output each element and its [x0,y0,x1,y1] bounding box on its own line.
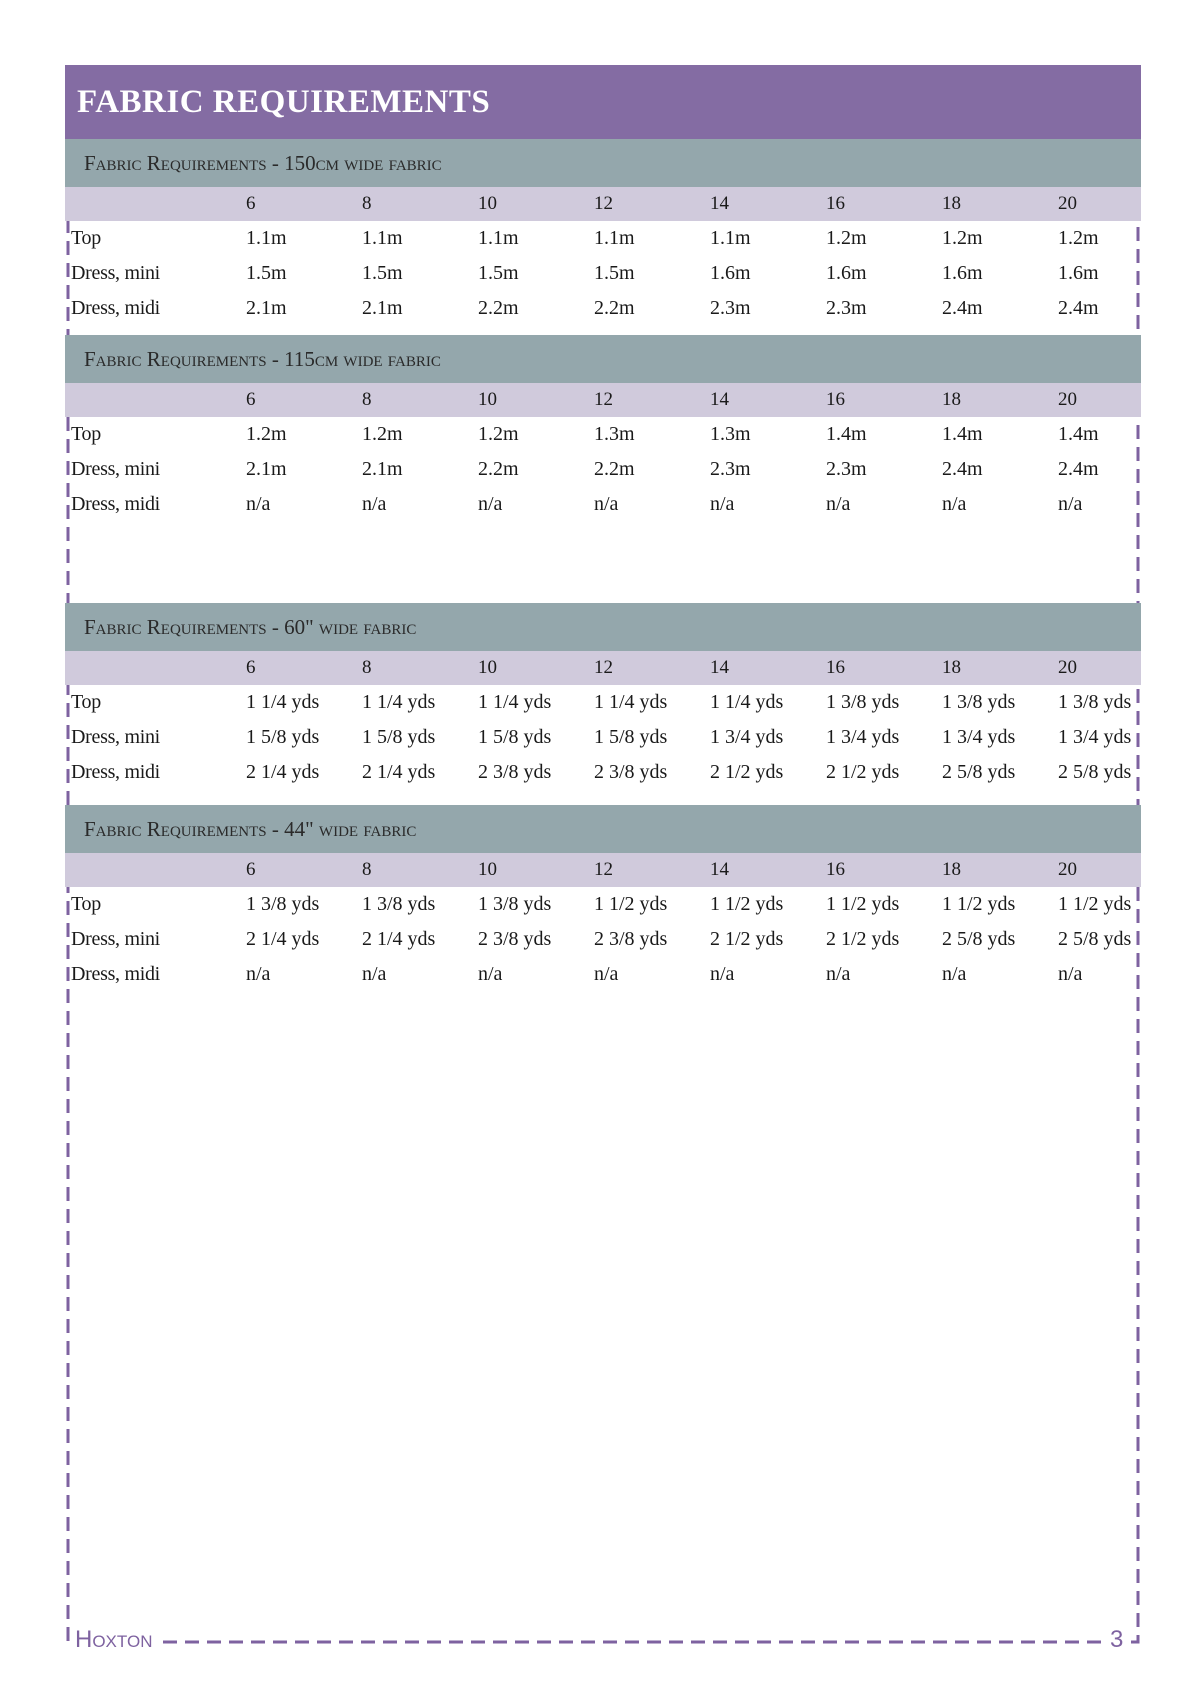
table-cell: 1 1/4 yds [362,691,436,713]
size-label: 14 [710,657,729,678]
size-label: 16 [826,193,845,214]
table-cell: n/a [826,963,851,985]
table-cell: 2 1/4 yds [362,761,436,783]
page-title: FABRIC REQUIREMENTS [65,65,1141,139]
table-cell: 2.2m [594,458,635,480]
table-cell: 2.4m [942,297,983,319]
table-cell: 1.5m [594,262,635,284]
table-cell: 2.3m [710,458,751,480]
table-cell: 2 5/8 yds [1058,928,1132,950]
row-label: Dress, midi [71,761,160,783]
table-cell: 1 3/8 yds [478,893,552,915]
table-row [65,452,1141,487]
table-cell: 2 3/8 yds [594,928,668,950]
size-label: 6 [246,657,256,678]
size-label: 20 [1058,859,1077,880]
table-cell: 1 5/8 yds [594,726,668,748]
size-label: 16 [826,859,845,880]
table-cell: 2.1m [362,458,403,480]
table-row [65,887,1141,922]
row-label: Dress, mini [71,262,160,284]
table-cell: 2 1/4 yds [246,761,320,783]
table-cell: 1 3/8 yds [942,691,1016,713]
table-cell: 1.1m [710,227,751,249]
section-title: Fabric Requirements - 150cm wide fabric [65,139,1141,187]
table-cell: 1.6m [1058,262,1099,284]
table-cell: 1 5/8 yds [362,726,436,748]
table-cell: 2 1/4 yds [362,928,436,950]
table-cell: 2 3/8 yds [478,761,552,783]
table-cell: 2.2m [594,297,635,319]
table-cell: 1.4m [1058,423,1099,445]
size-label: 16 [826,657,845,678]
table-cell: 1 1/2 yds [826,893,900,915]
size-label: 14 [710,193,729,214]
size-header-row [65,651,1141,685]
table-row [65,256,1141,291]
table-row [65,957,1141,992]
table-cell: 2 1/2 yds [826,761,900,783]
table-cell: 1.3m [594,423,635,445]
table-cell: 2 5/8 yds [942,928,1016,950]
size-label: 6 [246,859,256,880]
size-label: 10 [478,859,497,880]
row-label: Top [71,227,101,249]
table-cell: 1.2m [942,227,983,249]
section-title: Fabric Requirements - 115cm wide fabric [65,335,1141,383]
fabric-table-150cm [65,139,1141,326]
table-cell: 1.5m [246,262,287,284]
table-cell: 2 1/2 yds [826,928,900,950]
table-cell: n/a [710,963,735,985]
table-cell: 1 5/8 yds [246,726,320,748]
table-cell: n/a [594,963,619,985]
table-cell: 1.4m [942,423,983,445]
table-cell: n/a [478,493,503,515]
size-label: 20 [1058,193,1077,214]
table-cell: 2.1m [362,297,403,319]
size-label: 8 [362,657,372,678]
row-label: Dress, midi [71,493,160,515]
size-label: 18 [942,389,961,410]
table-cell: 2 1/2 yds [710,928,784,950]
row-label: Top [71,423,101,445]
table-cell: 1 1/4 yds [478,691,552,713]
row-label: Top [71,893,101,915]
page-number: 3 [1106,1625,1127,1655]
table-cell: 1 3/4 yds [942,726,1016,748]
table-cell: 1 3/8 yds [1058,691,1132,713]
section-title: Fabric Requirements - 60" wide fabric [65,603,1141,651]
table-cell: 1.6m [942,262,983,284]
table-cell: 1 1/2 yds [710,893,784,915]
table-cell: 1.1m [594,227,635,249]
size-label: 12 [594,389,613,410]
table-cell: 1 3/4 yds [710,726,784,748]
table-cell: 1.3m [710,423,751,445]
size-label: 10 [478,193,497,214]
table-cell: 1 5/8 yds [478,726,552,748]
size-label: 18 [942,657,961,678]
table-cell: 2 5/8 yds [1058,761,1132,783]
table-cell: 2.4m [1058,297,1099,319]
row-label: Dress, mini [71,928,160,950]
table-cell: 1.5m [478,262,519,284]
size-label: 12 [594,657,613,678]
table-cell: n/a [246,493,271,515]
table-cell: 1.2m [362,423,403,445]
table-cell: n/a [942,493,967,515]
row-label: Dress, mini [71,726,160,748]
size-label: 6 [246,389,256,410]
size-label: 8 [362,389,372,410]
table-cell: 2 1/4 yds [246,928,320,950]
table-row [65,755,1141,790]
table-cell: 2.3m [826,297,867,319]
table-cell: 1 1/2 yds [942,893,1016,915]
table-cell: 1.5m [362,262,403,284]
table-cell: 1 1/4 yds [594,691,668,713]
table-cell: n/a [478,963,503,985]
table-cell: 1 1/4 yds [710,691,784,713]
table-cell: n/a [826,493,851,515]
table-cell: 2.4m [1058,458,1099,480]
table-row [65,922,1141,957]
footer-brand: Hoxton [75,1625,156,1655]
table-cell: n/a [362,493,387,515]
fabric-table-60in [65,603,1141,790]
size-label: 18 [942,193,961,214]
fabric-table-115cm [65,335,1141,522]
size-label: 6 [246,193,256,214]
row-label: Dress, midi [71,297,160,319]
table-cell: 1.2m [1058,227,1099,249]
size-label: 14 [710,859,729,880]
table-cell: n/a [246,963,271,985]
table-cell: 2.2m [478,458,519,480]
table-cell: 2.4m [942,458,983,480]
table-cell: n/a [1058,963,1083,985]
table-cell: 1.2m [246,423,287,445]
table-cell: 1.4m [826,423,867,445]
table-cell: 2.2m [478,297,519,319]
table-cell: 1.2m [826,227,867,249]
table-cell: 1.6m [826,262,867,284]
size-label: 8 [362,193,372,214]
table-cell: 2.3m [826,458,867,480]
size-label: 14 [710,389,729,410]
size-label: 8 [362,859,372,880]
row-label: Dress, mini [71,458,160,480]
size-label: 20 [1058,657,1077,678]
section-title: Fabric Requirements - 44" wide fabric [65,805,1141,853]
table-row [65,685,1141,720]
table-cell: 1 1/2 yds [1058,893,1132,915]
table-cell: 1.2m [478,423,519,445]
size-header-row [65,383,1141,417]
fabric-table-44in [65,805,1141,992]
table-cell: 2 3/8 yds [478,928,552,950]
table-cell: 1 1/4 yds [246,691,320,713]
row-label: Top [71,691,101,713]
table-cell: 1 3/4 yds [1058,726,1132,748]
size-label: 10 [478,389,497,410]
table-row [65,487,1141,522]
table-cell: 1.1m [362,227,403,249]
size-label: 18 [942,859,961,880]
size-label: 10 [478,657,497,678]
table-row [65,417,1141,452]
table-cell: 1.1m [478,227,519,249]
table-cell: 2 3/8 yds [594,761,668,783]
table-row [65,720,1141,755]
size-header-row [65,187,1141,221]
table-cell: 1 3/8 yds [246,893,320,915]
table-cell: 1 3/4 yds [826,726,900,748]
table-cell: 2.3m [710,297,751,319]
table-cell: 1 1/2 yds [594,893,668,915]
size-label: 20 [1058,389,1077,410]
table-cell: n/a [942,963,967,985]
table-row [65,291,1141,326]
table-cell: n/a [1058,493,1083,515]
table-cell: 2 1/2 yds [710,761,784,783]
table-cell: n/a [710,493,735,515]
table-cell: n/a [594,493,619,515]
size-header-row [65,853,1141,887]
size-label: 16 [826,389,845,410]
table-cell: 2.1m [246,297,287,319]
table-row [65,221,1141,256]
table-cell: 1.1m [246,227,287,249]
table-cell: n/a [362,963,387,985]
table-cell: 1 3/8 yds [362,893,436,915]
row-label: Dress, midi [71,963,160,985]
size-label: 12 [594,859,613,880]
table-cell: 2 5/8 yds [942,761,1016,783]
table-cell: 1.6m [710,262,751,284]
table-cell: 1 3/8 yds [826,691,900,713]
size-label: 12 [594,193,613,214]
table-cell: 2.1m [246,458,287,480]
